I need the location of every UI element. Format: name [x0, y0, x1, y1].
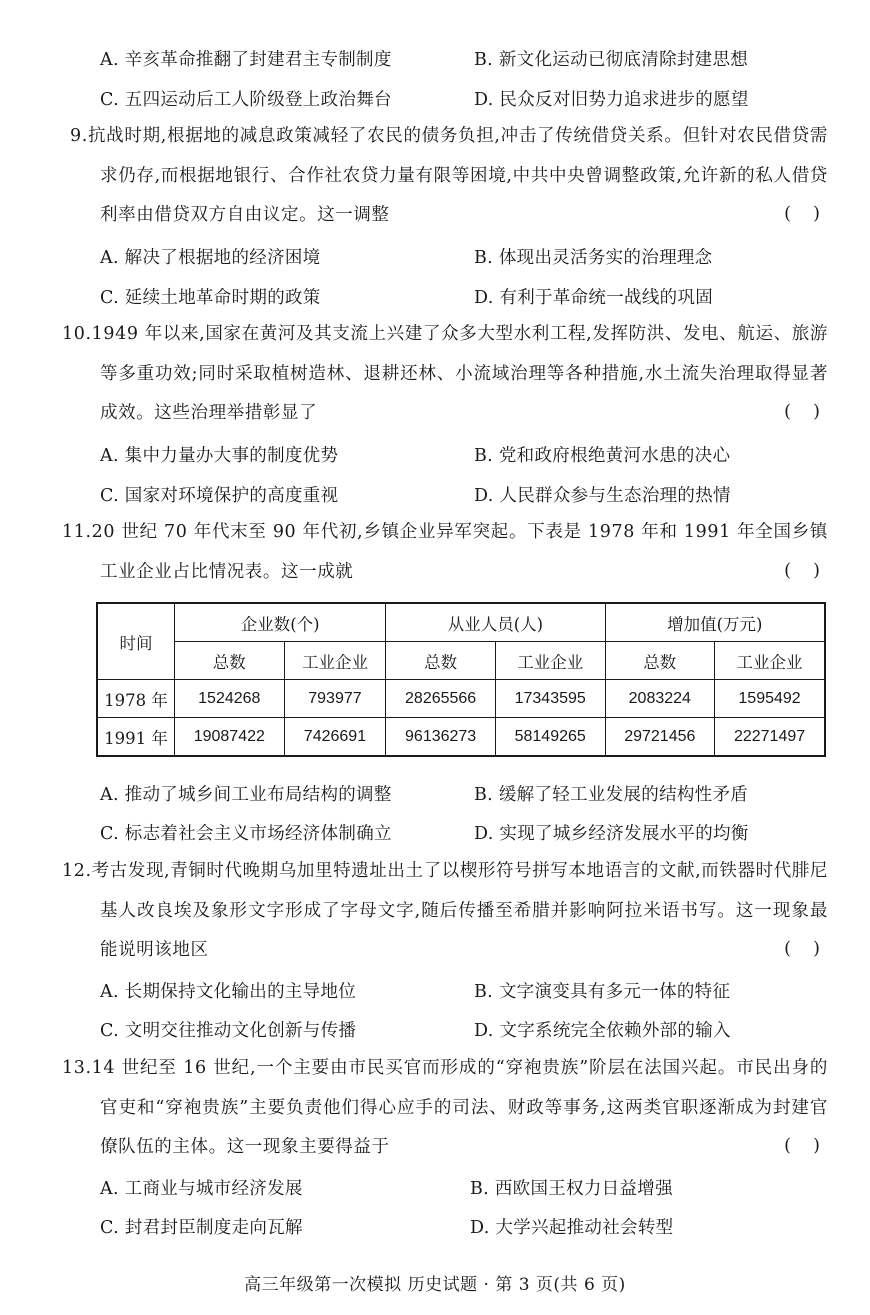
q10-option-c: C. 国家对环境保护的高度重视	[100, 486, 339, 506]
q8-option-a: A. 辛亥革命推翻了封建君主专制制度	[100, 50, 392, 70]
q8-option-c: C. 五四运动后工人阶级登上政治舞台	[100, 90, 392, 110]
table-subheader: 工业企业	[715, 642, 825, 680]
q9-answer-blank: ( )	[784, 204, 820, 224]
table-subheader: 总数	[605, 642, 715, 680]
table-subheader: 工业企业	[284, 642, 386, 680]
table-cell: 1595492	[715, 680, 825, 718]
q10-number: 10.	[62, 324, 92, 344]
q12-answer-blank: ( )	[784, 939, 820, 959]
table-header-employees: 从业人员(人)	[386, 603, 605, 642]
table-cell: 793977	[284, 680, 386, 718]
q9-stem	[70, 117, 828, 236]
q11-option-b: B. 缓解了轻工业发展的结构性矛盾	[474, 785, 749, 805]
q11-option-c: C. 标志着社会主义市场经济体制确立	[100, 824, 392, 844]
table-cell: 2083224	[605, 680, 715, 718]
table-cell: 96136273	[386, 718, 496, 757]
q12-option-c: C. 文明交往推动文化创新与传播	[100, 1021, 357, 1041]
table-header-added-value: 增加值(万元)	[605, 603, 825, 642]
q10-option-a: A. 集中力量办大事的制度优势	[100, 446, 339, 466]
q10-option-b: B. 党和政府根绝黄河水患的决心	[474, 446, 731, 466]
table-cell: 28265566	[386, 680, 496, 718]
table-cell: 1524268	[175, 680, 285, 718]
q13-option-b: B. 西欧国王权力日益增强	[470, 1179, 673, 1199]
q12-number: 12.	[62, 861, 92, 881]
q9-number: 9.	[70, 126, 88, 146]
q9-option-a: A. 解决了根据地的经济困境	[100, 248, 321, 268]
table-row	[97, 718, 825, 757]
q12-option-a: A. 长期保持文化输出的主导地位	[100, 982, 357, 1002]
q11-text: 20 世纪 70 年代末至 90 年代初,乡镇企业异军突起。下表是 1978 年和 1991 年全国乡镇工业企业占比情况表。这一成就	[91, 522, 828, 582]
q9-option-c: C. 延续土地革命时期的政策	[100, 288, 321, 308]
table-header-time: 时间	[97, 603, 175, 680]
page-footer: 高三年级第一次模拟 历史试题 · 第 3 页(共 6 页)	[244, 1275, 626, 1295]
q13-answer-blank: ( )	[784, 1136, 820, 1156]
table-cell: 1978 年	[97, 680, 175, 718]
q11-data-table	[96, 602, 826, 757]
q8-option-b: B. 新文化运动已彻底清除封建思想	[474, 50, 749, 70]
q13-option-d: D. 大学兴起推动社会转型	[470, 1218, 674, 1238]
table-row	[97, 680, 825, 718]
q12-stem	[62, 852, 828, 971]
table-cell: 7426691	[284, 718, 386, 757]
q9-option-d: D. 有利于革命统一战线的巩固	[474, 288, 714, 308]
table-cell: 19087422	[175, 718, 285, 757]
q8-option-d: D. 民众反对旧势力追求进步的愿望	[474, 90, 749, 110]
q13-text: 14 世纪至 16 世纪,一个主要由市民买官而形成的“穿袍贵族”阶层在法国兴起。市民出身的官吏和“穿袍贵族”主要负责他们得心应手的司法、财政等事务,这两类官职逐渐成为封建官僚队伍的主体。这一现象主要得益于	[91, 1058, 828, 1157]
table-cell: 58149265	[495, 718, 605, 757]
q9-option-b: B. 体现出灵活务实的治理理念	[474, 248, 713, 268]
q10-option-d: D. 人民群众参与生态治理的热情	[474, 486, 731, 506]
table-subheader: 工业企业	[495, 642, 605, 680]
q12-text: 考古发现,青铜时代晚期乌加里特遗址出土了以楔形符号拼写本地语言的文献,而铁器时代腓尼基人改良埃及象形文字形成了字母文字,随后传播至希腊并影响阿拉米语书写。这一现象最能说明该地区	[91, 861, 828, 960]
q9-text: 抗战时期,根据地的减息政策减轻了农民的债务负担,冲击了传统借贷关系。但针对农民借贷需求仍存,而根据地银行、合作社农贷力量有限等困境,中共中央曾调整政策,允许新的私人借贷利率由借贷双方自由议定。这一调整	[87, 126, 828, 225]
q13-option-c: C. 封君封臣制度走向瓦解	[100, 1218, 303, 1238]
table-cell: 22271497	[715, 718, 825, 757]
table-subheader: 总数	[175, 642, 285, 680]
q10-text: 1949 年以来,国家在黄河及其支流上兴建了众多大型水利工程,发挥防洪、发电、航运、旅游等多重功效;同时采取植树造林、退耕还林、小流域治理等各种措施,水土流失治理取得显著成效。这些治理举措彰显了	[91, 324, 828, 423]
q12-option-b: B. 文字演变具有多元一体的特征	[474, 982, 731, 1002]
q10-answer-blank: ( )	[784, 402, 820, 422]
q11-number: 11.	[62, 522, 92, 542]
table-cell: 1991 年	[97, 718, 175, 757]
q11-option-a: A. 推动了城乡间工业布局结构的调整	[100, 785, 392, 805]
q11-answer-blank: ( )	[784, 561, 820, 581]
q10-stem	[62, 315, 828, 434]
q13-stem	[62, 1049, 828, 1168]
q13-number: 13.	[62, 1058, 92, 1078]
table-cell: 29721456	[605, 718, 715, 757]
table-subheader: 总数	[386, 642, 496, 680]
q11-stem	[62, 513, 828, 592]
q12-option-d: D. 文字系统完全依赖外部的输入	[474, 1021, 731, 1041]
table-header-enterprises: 企业数(个)	[175, 603, 386, 642]
q11-option-d: D. 实现了城乡经济发展水平的均衡	[474, 824, 749, 844]
table-cell: 17343595	[495, 680, 605, 718]
q13-option-a: A. 工商业与城市经济发展	[100, 1179, 303, 1199]
